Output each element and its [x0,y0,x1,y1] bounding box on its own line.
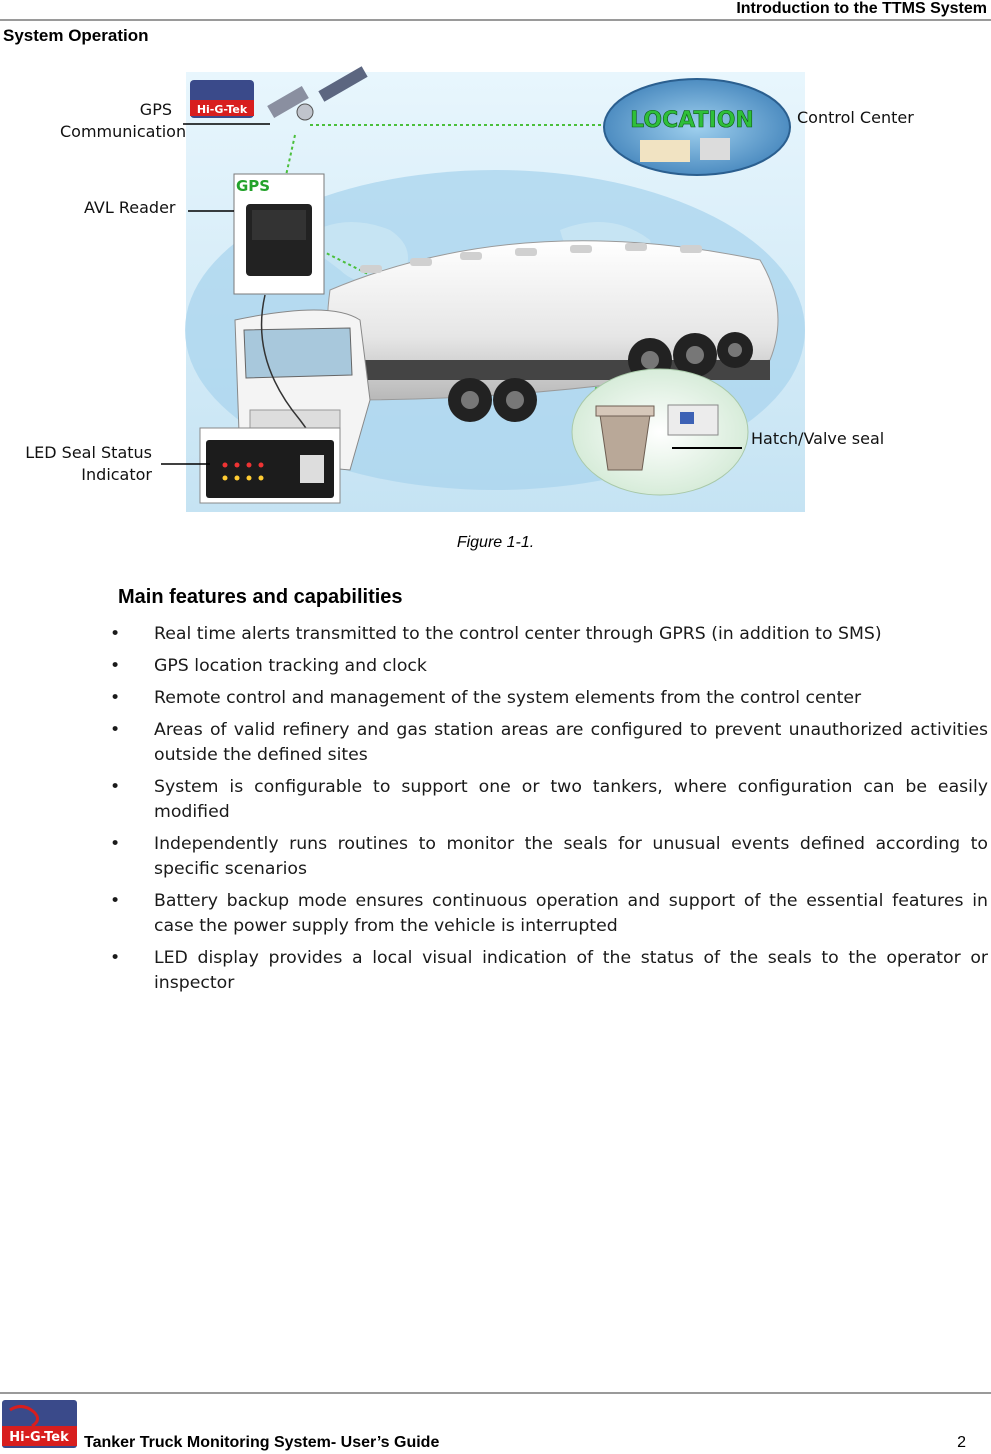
led-label-line1: LED Seal Status [25,443,152,462]
running-header-title: Introduction to the TTMS System [736,0,987,17]
svg-text:GPS: GPS [236,177,271,195]
list-item [110,775,988,825]
svg-text:LOCATION: LOCATION [630,108,754,133]
footer-logo [2,1400,77,1448]
list-item-text: Areas of valid refinery and gas station areas are configured to prevent unauthorized activities outside the defined sites [154,720,988,765]
list-item [110,889,988,939]
led-indicator-illustration [200,428,340,503]
bullet-icon: • [110,656,121,676]
list-item [110,686,988,711]
avl-reader-label: AVL Reader [84,198,176,217]
avl-reader-illustration [234,174,324,294]
hatch-valve-seal-label: Hatch/Valve seal [751,429,885,448]
bullet-icon: • [110,948,121,968]
list-item-text: Independently runs routines to monitor the seals for unusual events defined according to specific scenarios [154,834,988,879]
list-item-text: LED display provides a local visual indication of the status of the seals to the operator or inspector [154,948,988,993]
hi-g-tek-logo [190,80,254,118]
bullet-icon: • [110,891,121,911]
list-item-text: System is configurable to support one or two tankers, where configuration can be easily modified [154,777,988,822]
bullet-icon: • [110,688,121,708]
bullet-icon: • [110,777,121,797]
svg-text:Hi-G-Tek: Hi-G-Tek [196,103,248,116]
gps-label-line1: GPS [139,100,172,119]
svg-text:Hi-G-Tek: Hi-G-Tek [9,1430,69,1445]
gps-label-line2: Communication [60,122,187,141]
bullet-icon: • [110,834,121,854]
list-item-text: Real time alerts transmitted to the control center through GPRS (in addition to SMS) [154,624,882,644]
list-item [110,718,988,768]
list-item [110,946,988,996]
list-item-text: Remote control and management of the system elements from the control center [154,688,862,708]
section-header: System Operation [3,26,149,45]
led-seal-status-label [18,442,152,486]
header-rule [0,19,991,21]
list-item [110,654,988,679]
figure-caption: Figure 1-1. [456,534,535,551]
bullet-icon: • [110,720,121,740]
bullet-icon: • [110,624,121,644]
features-list [110,622,988,1003]
footer-guide-title: Tanker Truck Monitoring System- User’s Guide [84,1434,440,1451]
list-item-text: GPS location tracking and clock [154,656,427,676]
system-diagram-figure [0,60,991,530]
hatch-valve-illustration [572,369,748,495]
footer-rule [0,1392,991,1394]
section-heading: Main features and capabilities [118,586,403,608]
list-item [110,832,988,882]
led-label-line2: Indicator [81,465,152,484]
control-center-illustration [604,79,790,175]
control-center-label: Control Center [797,108,914,127]
gps-communication-label [60,99,187,143]
list-item-text: Battery backup mode ensures continuous operation and support of the essential features in case the power supply from the vehicle is interrupted [154,891,988,936]
list-item [110,622,988,647]
page-number: 2 [957,1434,966,1451]
